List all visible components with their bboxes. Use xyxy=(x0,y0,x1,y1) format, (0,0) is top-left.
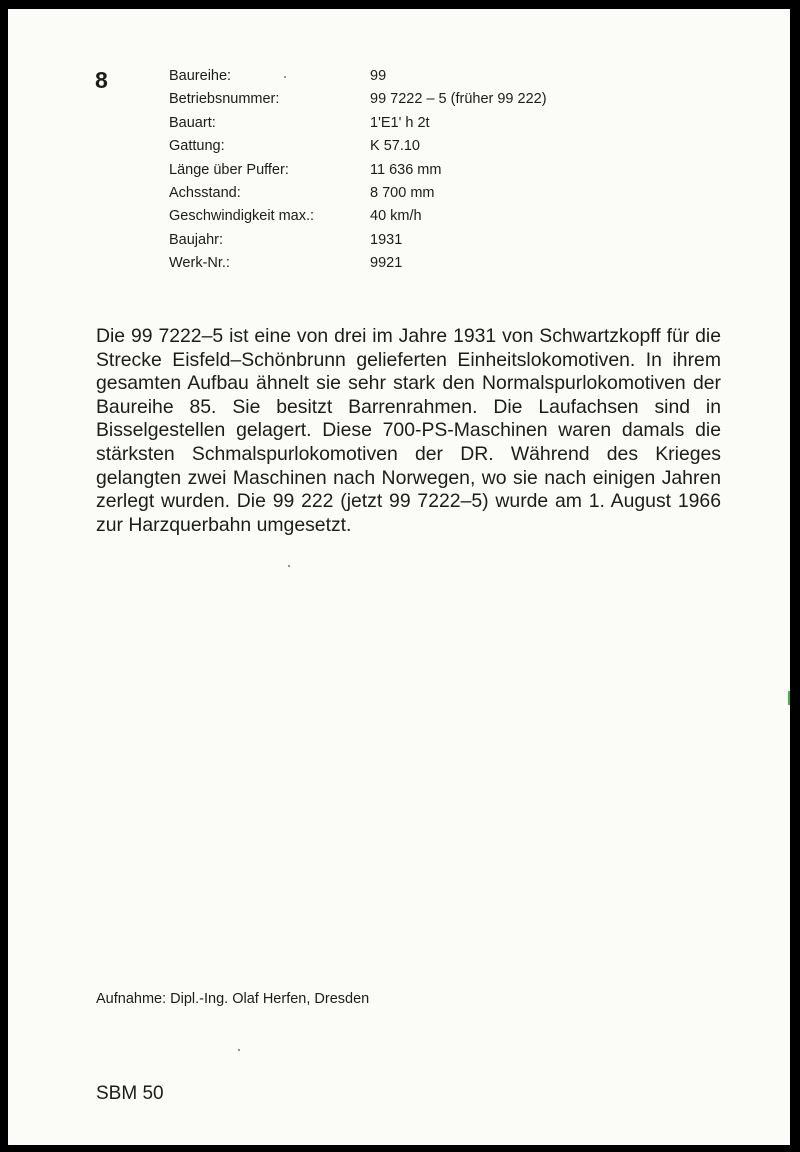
spec-value: 8 700 mm xyxy=(370,185,435,202)
spec-value: 99 7222 – 5 (früher 99 222) xyxy=(370,91,547,108)
spec-label: Geschwindigkeit max.: xyxy=(169,208,315,225)
spec-label: Baujahr: xyxy=(169,231,224,248)
spec-row xyxy=(169,205,547,228)
spec-row xyxy=(169,135,547,158)
spec-row xyxy=(169,229,547,252)
spec-label: Bauart: xyxy=(169,114,216,131)
print-speck xyxy=(238,1049,240,1051)
spec-value: 1'E1' h 2t xyxy=(370,114,430,131)
spec-row xyxy=(169,159,547,182)
spec-value: 99 xyxy=(370,68,387,84)
spec-row xyxy=(169,65,547,88)
spec-value: 9921 xyxy=(370,255,403,272)
series-code: SBM 50 xyxy=(96,1083,164,1104)
spec-value: K 57.10 xyxy=(370,138,420,155)
spec-table xyxy=(169,65,547,276)
print-speck xyxy=(284,76,286,78)
spec-row xyxy=(169,182,547,205)
spec-label: Achsstand: xyxy=(169,185,241,202)
spec-value: 1931 xyxy=(370,231,403,248)
spec-label: Länge über Puffer: xyxy=(169,161,289,178)
print-speck xyxy=(288,565,290,567)
spec-label: Werk-Nr.: xyxy=(169,255,230,272)
spec-value: 40 km/h xyxy=(370,208,422,225)
photo-credit: Aufnahme: Dipl.-Ing. Olaf Herfen, Dresden xyxy=(96,991,370,1007)
spec-label: Betriebsnummer: xyxy=(169,91,280,108)
edge-mark xyxy=(788,691,790,705)
spec-value: 11 636 mm xyxy=(370,161,442,178)
spec-label: Gattung: xyxy=(169,138,225,155)
description-text xyxy=(96,325,721,537)
spec-label: Baureihe: xyxy=(169,68,232,84)
spec-row xyxy=(169,112,547,135)
spec-row xyxy=(169,88,547,111)
card-number: 8 xyxy=(95,67,108,93)
description-paragraph: Die 99 7222–5 ist eine von drei im Jahre 1931 von Schwartzkopff für die Strecke Eisfeld–Schönbrunn gelieferten Einheitslokomotiven. In ihrem gesamten Aufbau ähnelt sie sehr stark den Normalspurlokomotiven der Baureihe 85. Sie besitzt Barrenrahmen. Die Laufachsen sind in Bisselgestellen gelagert. Diese 700-PS-Maschinen waren damals die stärksten Schmalspurlokomotiven der DR. Während des Krieges gelangten zwei Maschinen nach Norwegen, wo sie nach einigen Jahren zerlegt wurden. Die 99 222 (jetzt 99 7222–5) wurde am 1. August 1966 zur Harzquerbahn umgesetzt. xyxy=(96,325,721,536)
spec-row xyxy=(169,252,547,275)
postcard-back xyxy=(8,9,790,1145)
